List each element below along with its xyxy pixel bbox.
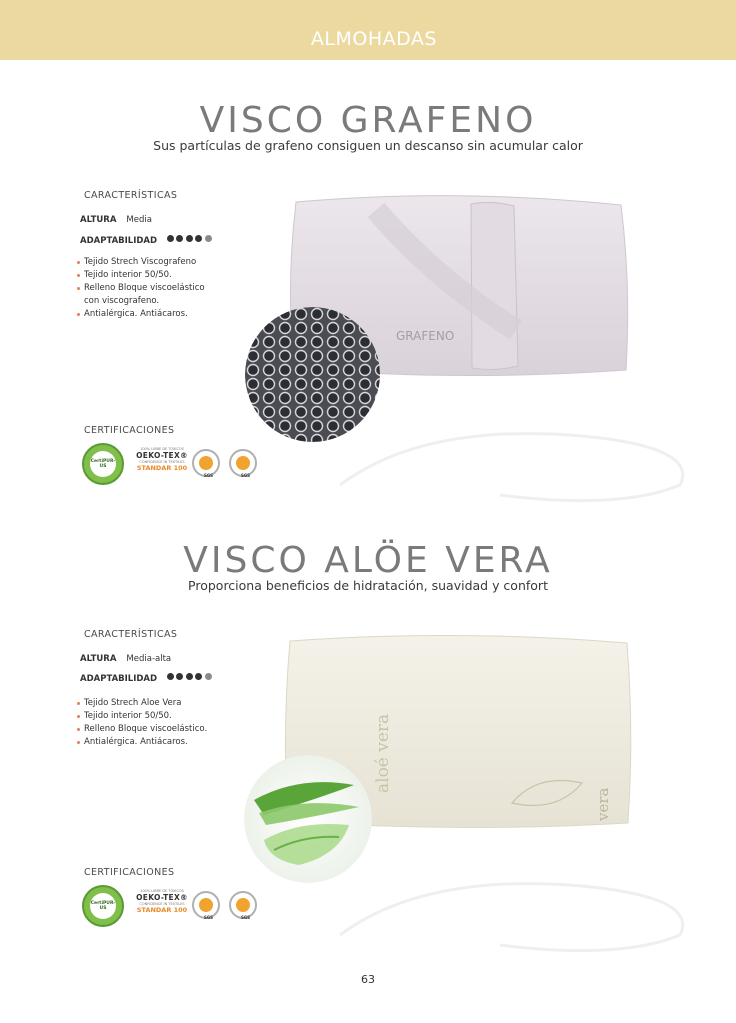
section-header	[0, 0, 736, 60]
height-value: Media	[126, 215, 152, 225]
oeko-tex-badge: 100% LIBRE DE TÓXICOS OEKO-TEX® CONFIDENCE IN TEXTILES STANDAR 100	[136, 889, 188, 914]
product-title: VISCO GRAFENO	[199, 100, 537, 141]
sgs-badge: SGS	[192, 449, 220, 477]
rating-dot	[186, 673, 193, 680]
feature-item: Tejido interior 50/50.	[76, 269, 205, 282]
rating-dot	[176, 673, 183, 680]
height-label: ALTURA	[80, 215, 117, 225]
feature-item: Relleno Bloque viscoelástico	[76, 282, 205, 295]
page-number: 63	[361, 973, 375, 986]
rating-dot	[195, 235, 202, 242]
adaptability-rating-dots	[167, 673, 215, 683]
section-title: ALMOHADAS	[310, 28, 437, 50]
feature-list	[76, 697, 207, 749]
height-value: Media-alta	[126, 654, 172, 664]
sgs-badge: SGS	[229, 449, 257, 477]
certifications-heading: CERTIFICACIONES	[84, 425, 175, 436]
adaptability-label: ADAPTABILIDAD	[80, 235, 158, 246]
pillow-print-text: GRAFENO	[396, 329, 455, 343]
certifications-row	[82, 443, 282, 487]
product-subtitle: Proporciona beneficios de hidratación, suavidad y confort	[188, 578, 548, 593]
product-title: VISCO ALÖE VERA	[183, 540, 553, 581]
feature-item: Antialérgica. Antiácaros.	[76, 308, 205, 321]
rating-dot	[186, 235, 193, 242]
feature-list	[76, 256, 205, 321]
sgs-badge: SGS	[192, 891, 220, 919]
certifications-row	[82, 885, 282, 929]
height-label: ALTURA	[80, 654, 117, 664]
adaptability-rating-dots	[167, 235, 215, 245]
rating-dot-half	[205, 235, 212, 242]
height-spec	[80, 654, 171, 664]
feature-item: Antialérgica. Antiácaros.	[76, 736, 207, 749]
pillow-print-text: aloé vera	[373, 713, 393, 793]
aloe-vera-leaf-image	[244, 755, 372, 883]
feature-item-continued: con viscografeno.	[84, 296, 160, 306]
certipur-badge: CertiPUR-US	[82, 885, 124, 927]
decorative-swoosh	[320, 865, 720, 965]
characteristics-heading: CARACTERÍSTICAS	[84, 190, 178, 201]
certipur-badge: CertiPUR-US	[82, 443, 124, 485]
characteristics-heading: CARACTERÍSTICAS	[84, 629, 178, 640]
product-subtitle: Sus partículas de grafeno consiguen un descanso sin acumular calor	[153, 138, 583, 153]
pillow-print-text-2: vera	[594, 787, 612, 821]
feature-item: Tejido interior 50/50.	[76, 710, 207, 723]
feature-item: Tejido Strech Aloe Vera	[76, 697, 207, 710]
adaptability-spec	[80, 673, 214, 684]
rating-dot	[195, 673, 202, 680]
certifications-heading: CERTIFICACIONES	[84, 867, 175, 878]
rating-dot-half	[205, 673, 212, 680]
height-spec	[80, 215, 152, 225]
feature-item: Relleno Bloque viscoelástico.	[76, 723, 207, 736]
rating-dot	[167, 235, 174, 242]
decorative-swoosh	[320, 415, 720, 515]
sgs-badge: SGS	[229, 891, 257, 919]
rating-dot	[167, 673, 174, 680]
rating-dot	[176, 235, 183, 242]
feature-item: Tejido Strech Viscografeno	[76, 256, 205, 269]
adaptability-label: ADAPTABILIDAD	[80, 673, 158, 684]
oeko-tex-badge: 100% LIBRE DE TÓXICOS OEKO-TEX® CONFIDENCE IN TEXTILES STANDAR 100	[136, 447, 188, 472]
adaptability-spec	[80, 235, 214, 246]
